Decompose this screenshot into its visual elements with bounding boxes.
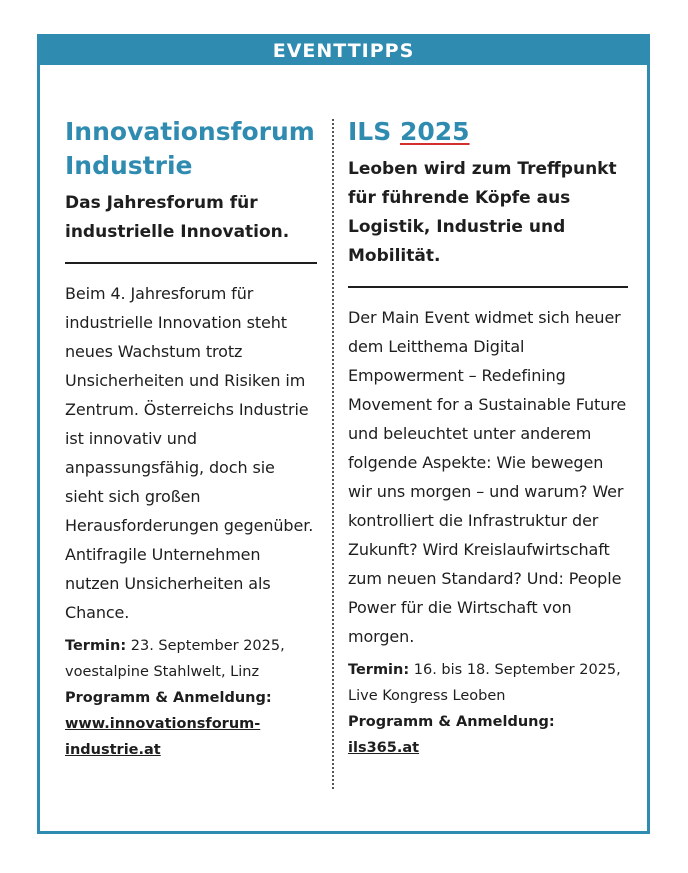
event-description: Beim 4. Jahresforum für industrielle Innovation steht neues Wachstum trotz Unsicherheiten und Risiken im Zentrum. Österreichs Industrie ist innovativ und anpassungsfähig, doch sie sieht sich großen Herausforderungen gegenüber. Antifragile Unternehmen nutzen Unsicherheiten als Chance. [65,284,314,622]
registration-info [348,735,628,761]
termin-value: 23. September 2025, voestalpine Stahlwelt, Linz [65,638,285,680]
registration-link[interactable]: ils365.at [348,740,420,756]
registration-label: Programm & Anmeldung: [65,690,272,706]
event-title-line2: Industrie [65,151,193,180]
registration-label: Programm & Anmeldung: [348,714,555,730]
event-date-info [348,657,628,709]
divider-rule [348,286,628,288]
termin-value: 16. bis 18. September 2025, Live Kongress Leoben [348,662,621,704]
divider-rule [65,262,317,264]
registration-info [65,711,317,763]
event-title-line1: Innovationsforum [65,117,315,146]
event-description: Der Main Event widmet sich heuer dem Leitthema Digital Empowerment – Redefining Movement for a Sustainable Future und beleuchtet unter anderem folgende Aspekte: Wie bewegen wir uns morgen – und warum? Wer kontrolliert die Infrastruktur der Zukunft? Wird Kreislaufwirtschaft zum neuen Standard? Und: People Power für die Wirtschaft von morgen. [348,308,627,646]
column-divider [332,119,334,789]
event-title-year: 2025 [399,117,470,146]
event-column-ils [348,115,628,761]
event-subtitle: Leoben wird zum Treffpunkt für führende Köpfe aus Logistik, Industrie und Mobilität. [348,159,617,266]
event-date-info [65,633,317,685]
event-column-innovationsforum [65,115,317,763]
event-title [65,115,317,183]
section-header: EVENTTIPPS [40,37,647,65]
event-title-prefix: ILS [348,117,400,146]
registration-link[interactable]: www.innovationsforum-industrie.at [65,716,261,758]
termin-label: Termin: [348,662,410,678]
event-subtitle: Das Jahresforum für industrielle Innovation. [65,193,290,242]
event-tips-box [37,34,650,834]
event-title [348,115,628,149]
termin-label: Termin: [65,638,127,654]
